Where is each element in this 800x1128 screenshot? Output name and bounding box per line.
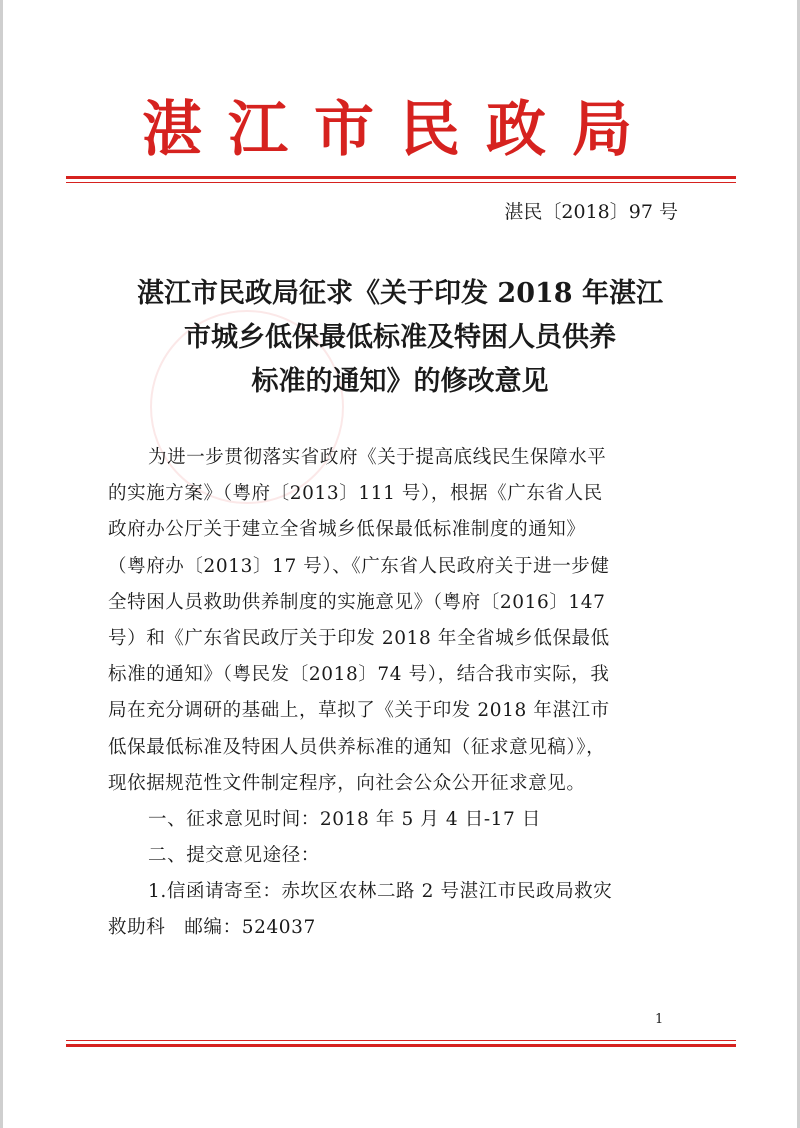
body-line: 的实施方案》（粤府〔2013〕111 号），根据《广东省人民 (108, 483, 603, 505)
page-number: 1 (655, 1012, 664, 1027)
document-title (110, 272, 690, 404)
body-line: 救助科 邮编：524037 (108, 917, 316, 939)
header-red-rule-thick (66, 176, 736, 179)
body-line: 政府办公厅关于建立全省城乡低保最低标准制度的通知》 (108, 519, 586, 541)
footer-red-rule-thin (66, 1040, 736, 1041)
section-heading-channels: 二、提交意见途径： (148, 845, 320, 867)
body-line: 标准的通知》（粤民发〔2018〕74 号），结合我市实际，我 (108, 664, 610, 686)
body-line: （粤府办〔2013〕17 号）、《广东省人民政府关于进一步健 (108, 555, 610, 577)
body-line: 全特困人员救助供养制度的实施意见》（粤府〔2016〕147 (108, 591, 606, 613)
document-number: 湛民〔2018〕97 号 (504, 201, 678, 223)
body-line: 号）和《广东省民政厅关于印发 2018 年全省城乡低保最低 (108, 627, 610, 649)
section-heading-time: 一、征求意见时间：2018 年 5 月 4 日-17 日 (148, 808, 541, 830)
body-line: 现依据规范性文件制定程序，向社会公众公开征求意见。 (108, 772, 586, 794)
title-line: 湛江市民政局征求《关于印发 2018 年湛江 (137, 278, 663, 309)
title-line: 市城乡低保最低标准及特困人员供养 (184, 322, 616, 353)
footer-red-rule-thick (66, 1044, 736, 1047)
body-line: 低保最低标准及特困人员供养标准的通知（征求意见稿）》， (108, 736, 606, 758)
title-line: 标准的通知》的修改意见 (251, 366, 549, 397)
body-line: 局在充分调研的基础上，草拟了《关于印发 2018 年湛江市 (108, 700, 610, 722)
body-line: 1.信函请寄至：赤坎区农林二路 2 号湛江市民政局救灾 (148, 881, 613, 903)
header-red-rule-thin (66, 182, 736, 183)
issuing-org-header: 湛江市民政局 (142, 95, 658, 165)
document-body (108, 440, 668, 947)
body-line: 为进一步贯彻落实省政府《关于提高底线民生保障水平 (148, 447, 607, 468)
